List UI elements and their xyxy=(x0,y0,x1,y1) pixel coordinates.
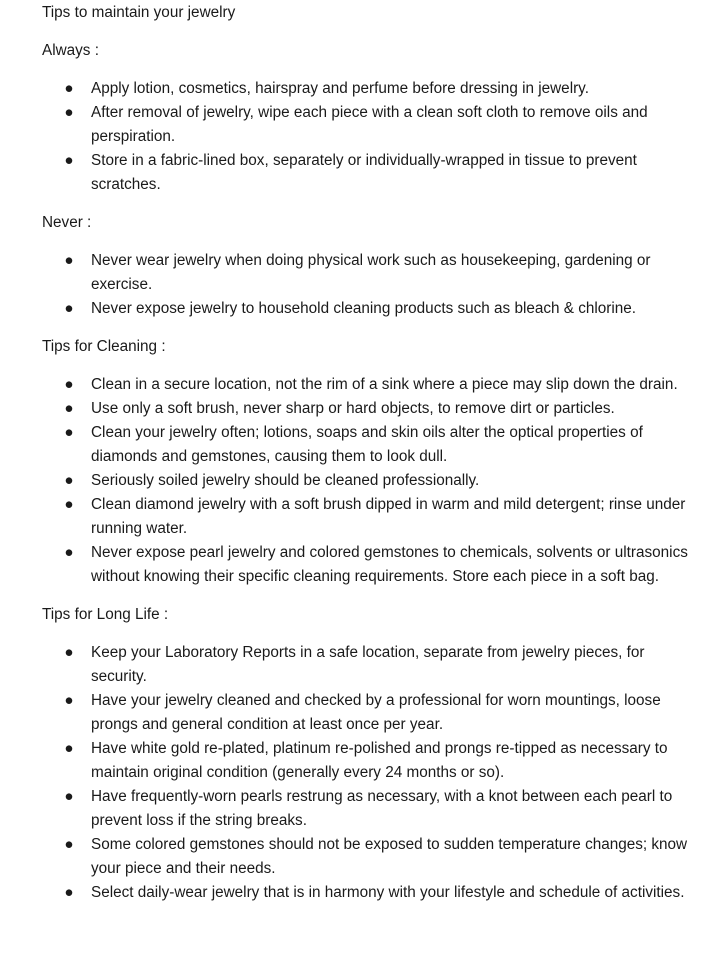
list-item-text: Have frequently-worn pearls restrung as necessary, with a knot between each pearl to prevent loss if the string breaks. xyxy=(91,788,673,829)
bullet-icon: ● xyxy=(64,252,74,269)
list-item-text: Seriously soiled jewelry should be cleaned professionally. xyxy=(91,472,480,489)
list-item xyxy=(42,397,692,421)
list-item-text: Never wear jewelry when doing physical work such as housekeeping, gardening or exercise. xyxy=(91,252,651,293)
list-item xyxy=(42,689,692,737)
list-item xyxy=(42,833,692,881)
list-item-text: Store in a fabric-lined box, separately or individually-wrapped in tissue to prevent scratches. xyxy=(91,152,637,193)
list-item-text: After removal of jewelry, wipe each piece with a clean soft cloth to remove oils and perspiration. xyxy=(91,104,648,145)
section-label-never: Never : xyxy=(42,214,92,231)
list-item xyxy=(42,77,692,101)
section-label-long-life: Tips for Long Life : xyxy=(42,606,169,623)
list-item-text: Keep your Laboratory Reports in a safe location, separate from jewelry pieces, for security. xyxy=(91,644,645,685)
list-item xyxy=(42,373,692,397)
bullet-icon: ● xyxy=(64,152,74,169)
bullet-icon: ● xyxy=(64,104,74,121)
bullet-icon: ● xyxy=(64,544,74,561)
bullet-icon: ● xyxy=(64,300,74,317)
section-label-cleaning: Tips for Cleaning : xyxy=(42,338,166,355)
list-item xyxy=(42,421,692,469)
list-item xyxy=(42,297,692,321)
list-item xyxy=(42,785,692,833)
bullet-icon: ● xyxy=(64,400,74,417)
tips-list-cleaning xyxy=(42,373,692,589)
bullet-icon: ● xyxy=(64,692,74,709)
list-item xyxy=(42,149,692,197)
list-item-text: Clean diamond jewelry with a soft brush dipped in warm and mild detergent; rinse under running water. xyxy=(91,496,686,537)
list-item xyxy=(42,881,692,905)
list-item-text: Use only a soft brush, never sharp or hard objects, to remove dirt or particles. xyxy=(91,400,615,417)
list-item xyxy=(42,469,692,493)
bullet-icon: ● xyxy=(64,80,74,97)
list-item-text: Have white gold re-plated, platinum re-polished and prongs re-tipped as necessary to maintain original condition (generally every 24 months or so). xyxy=(91,740,668,781)
list-item-text: Never expose jewelry to household cleaning products such as bleach & chlorine. xyxy=(91,300,637,317)
tips-list-never xyxy=(42,249,692,321)
list-item-text: Some colored gemstones should not be exposed to sudden temperature changes; know your piece and their needs. xyxy=(91,836,688,877)
list-item-text: Apply lotion, cosmetics, hairspray and perfume before dressing in jewelry. xyxy=(91,80,589,97)
list-item-text: Select daily-wear jewelry that is in harmony with your lifestyle and schedule of activities. xyxy=(91,884,685,901)
list-item-text: Clean in a secure location, not the rim of a sink where a piece may slip down the drain. xyxy=(91,376,678,393)
tips-list-always xyxy=(42,77,692,197)
bullet-icon: ● xyxy=(64,836,74,853)
list-item xyxy=(42,101,692,149)
list-item-text: Have your jewelry cleaned and checked by a professional for worn mountings, loose prongs and general condition at least once per year. xyxy=(91,692,661,733)
tips-list-long-life xyxy=(42,641,692,905)
bullet-icon: ● xyxy=(64,884,74,901)
list-item xyxy=(42,493,692,541)
bullet-icon: ● xyxy=(64,376,74,393)
bullet-icon: ● xyxy=(64,472,74,489)
document-title: Tips to maintain your jewelry xyxy=(42,4,236,21)
list-item xyxy=(42,249,692,297)
list-item-text: Clean your jewelry often; lotions, soaps and skin oils alter the optical properties of diamonds and gemstones, causing them to look dull. xyxy=(91,424,643,465)
bullet-icon: ● xyxy=(64,644,74,661)
bullet-icon: ● xyxy=(64,424,74,441)
document xyxy=(42,0,692,905)
bullet-icon: ● xyxy=(64,496,74,513)
list-item-text: Never expose pearl jewelry and colored gemstones to chemicals, solvents or ultrasonics without knowing their specific cleaning requirements. Store each piece in a soft bag. xyxy=(91,544,688,585)
list-item xyxy=(42,541,692,589)
section-label-always: Always : xyxy=(42,42,99,59)
list-item xyxy=(42,737,692,785)
list-item xyxy=(42,641,692,689)
bullet-icon: ● xyxy=(64,788,74,805)
bullet-icon: ● xyxy=(64,740,74,757)
